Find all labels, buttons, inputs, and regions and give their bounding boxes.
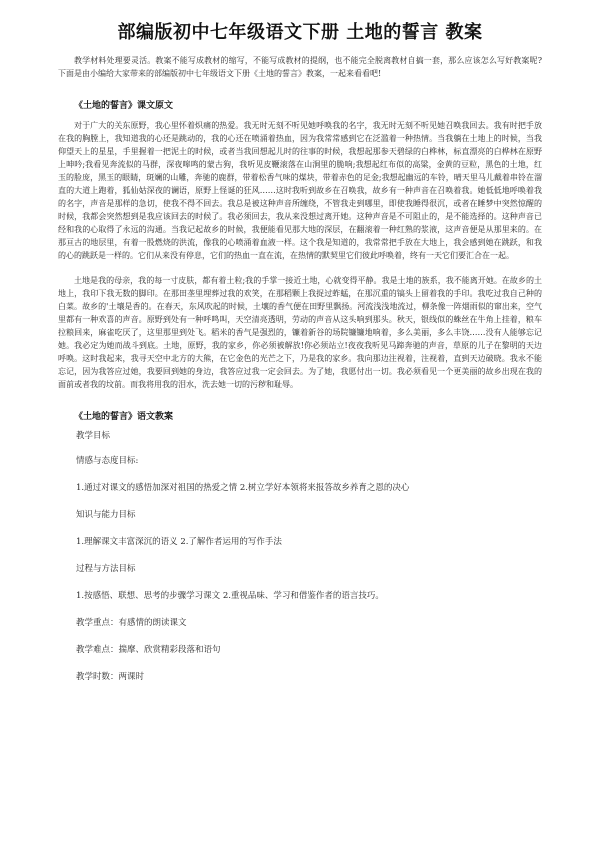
process-goal-heading: 过程与方法目标 [76,564,136,574]
emotion-goal-items: 1.通过对课文的感悟加深对祖国的热爱之情 2.树立学好本领将来报答故乡养育之恩的决心 [76,483,410,493]
emotion-goal-heading: 情感与态度目标: [76,456,139,466]
lesson-plan-list [58,430,542,683]
teaching-difficulty: 教学难点：揣摩、欣赏精彩段落和语句 [76,645,221,655]
section-heading-original-text: 《土地的誓言》课文原文 [74,101,174,111]
knowledge-goal-heading: 知识与能力目标 [76,510,136,520]
knowledge-goal-items: 1.理解课文丰富深沉的语义 2.了解作者运用的写作手法 [76,537,282,547]
original-text-paragraph-2: 土地是我的母亲，我的每一寸皮肤，都有着土粒;我的手掌一接近土地，心就变得平静。我是土地的族系，我不能离开她。在故乡的土地上，我印下我无数的脚印。在那田垄里埋葬过我的欢笑，在那稻颗上我捉过蚱蜢，在那沉重的镐头上留着我的手印。我吃过我自己种的白菜。故乡的'土壤是香的。在春天，东风吹起的时候，土壤的香气便在田野里飘扬。河流浅浅地流过，柳条像一阵烟雨似的窜出来，空气里都有一种欢喜的声音。原野到处有一种呼鸣叫，天空清亮透明，劳动的声音从这头响到那头。秋天，银线似的蛛丝在牛角上挂着，粮车拉粮回来，麻雀吃厌了，这里那里到处飞。稻米的香气是强烈的，镰着新谷的场院镰镰地响着，多么美丽，多么丰饶……没有人能够忘记她。我必定为她而战斗到底。土地，原野，我的家乡，你必须被解放!你必须站立!夜夜我听见马蹄奔驰的声音，草原的儿子在黎明的天边呼唤。这时我起来，我寻天空中北方的大熊，在它金色的光芒之下，乃是我的家乡。我向那边注视着，注视着，直到天边破晓。我永不能忘记，因为我答应过她，我要回到她的身边，我答应过我一定会回去。为了她，我愿付出一切。我必须看见一个更美丽的故乡出现在我的面前或者我的坟前。而我将用我的泪水，洗去她一切的污秽和耻辱。 [58,276,542,389]
section-heading-lesson-plan: 《土地的誓言》语文教案 [74,412,174,422]
intro-paragraph: 教学材料处理要灵活。教案不能写成教材的缩写，不能写成教材的提纲，也不能完全脱离教材自搞一套，那么应该怎么写好教案呢?下面是由小编给大家带来的部编版初中七年级语文下册《土地的誓言》教案，一起来看看吧! [58,56,542,78]
teaching-focus: 教学重点：有感情的朗读课文 [76,618,187,628]
original-text-paragraph-1: 对于广大的关东原野，我心里怀着炽痛的热爱。我无时无刻不听见她呼唤我的名字，我无时无刻不听见她召唤我回去。我有时把手放在我的胸膛上，我知道我的心还是跳动的，我的心还在喷涌着热血，因为我常常感到它在泛滥着一种热情。当我躺在土地上的时候，当我仰望天上的星星，手里握着一把泥土的时候，或者当我回想起儿时的往事的时候，我想起那参天碧绿的白桦林，标直漂亮的白桦林在原野上呻吟;我看见奔流似的马群，深夜嗥鸣的蒙古狗，我听见皮鞭滚落在山涧里的脆响;我想起红布似的高粱，金黄的豆粒，黑色的土地，红玉的脸庞，黑玉的眼睛，斑斓的山雕，奔驰的鹿群，带着松香气味的煤块，带着赤色的足金;我想起幽远的车铃，晴天里马儿戴着串铃在溜直的大道上跑着，狐仙姑深夜的谰语，原野上怪诞的狂风……这时我听到故乡在召唤我，故乡有一种声音在召唤着我。她低低地呼唤着我的名字，声音是那样的急切，使我不得不回去。我总是被这种声音所缠绕，不管我走到哪里，即使我睡得很沉，或者在睡梦中突然惊醒的时候，我都会突然想到是我应该回去的时候了。我必须回去，我从来没想过离开她。这种声音是不可阻止的，是不能选择的。这种声音已经和我的心取得了永远的沟通。当我记起故乡的时候，我便能看见那大地的深层，在翻滚着一种红熟的浆液，这声音便是从那里来的。在那亘古的地层里，有着一股燃烧的洪流，像我的心喷涌着血液一样。这个我是知道的，我常常把手放在大地上，我会感到她在跳跃，和我的心的跳跃是一样的。它们从来没有停息，它们的热血一直在流，在热情的默契里它们彼此呼唤着，终有一天它们要汇合在一起。 [58,121,542,260]
process-goal-items: 1.按感悟、联想、思考的步骤学习课文 2.重视品味、学习和借鉴作者的语言技巧。 [76,591,384,601]
teaching-hours: 教学时数：两课时 [76,672,145,682]
document-title: 部编版初中七年级语文下册 土地的誓言 教案 [117,22,483,43]
lesson-goal-heading: 教学目标 [76,431,111,441]
